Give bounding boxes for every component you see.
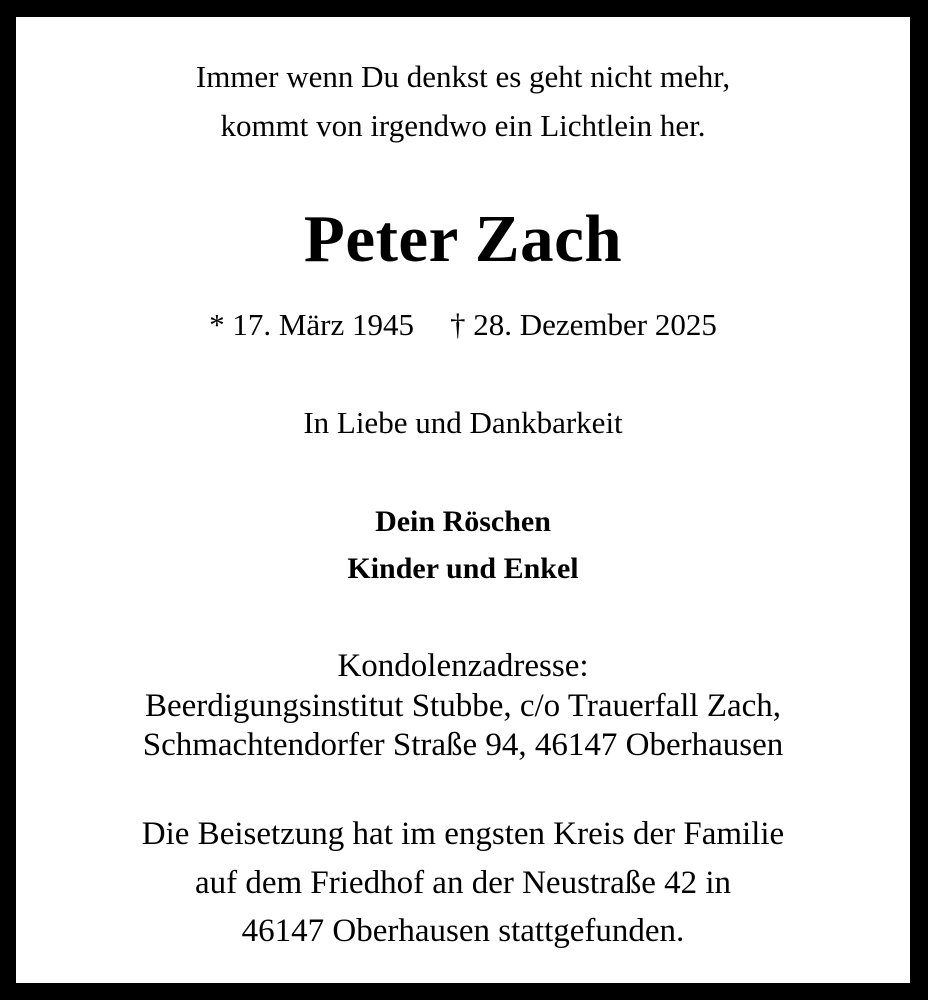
burial-line-3: 46147 Oberhausen stattgefunden.	[241, 913, 685, 949]
burial-line-2: auf dem Friedhof an der Neustraße 42 in	[194, 865, 732, 901]
life-dates	[16, 309, 910, 340]
verse-line-1: Immer wenn Du denkst es geht nicht mehr,	[195, 59, 731, 94]
condolence-line-1: Beerdigungsinstitut Stubbe, c/o Trauerfall Zach,	[144, 688, 782, 724]
mourner-line-1: Dein Röschen	[375, 505, 551, 538]
verse-line-2: kommt von irgendwo ein Lichtlein her.	[220, 108, 706, 143]
deceased-name: Peter Zach	[303, 202, 623, 276]
birth-date: * 17. März 1945	[209, 307, 415, 342]
burial-line-1: Die Beisetzung hat im engsten Kreis der Familie	[141, 816, 785, 852]
dedication-line: In Liebe und Dankbarkeit	[303, 405, 623, 440]
condolence-line-2: Schmachtendorfer Straße 94, 46147 Oberhausen	[142, 727, 784, 763]
death-date: † 28. Dezember 2025	[450, 307, 717, 342]
condolence-heading: Kondolenzadresse:	[337, 648, 589, 684]
mourner-line-2: Kinder und Enkel	[347, 552, 579, 585]
